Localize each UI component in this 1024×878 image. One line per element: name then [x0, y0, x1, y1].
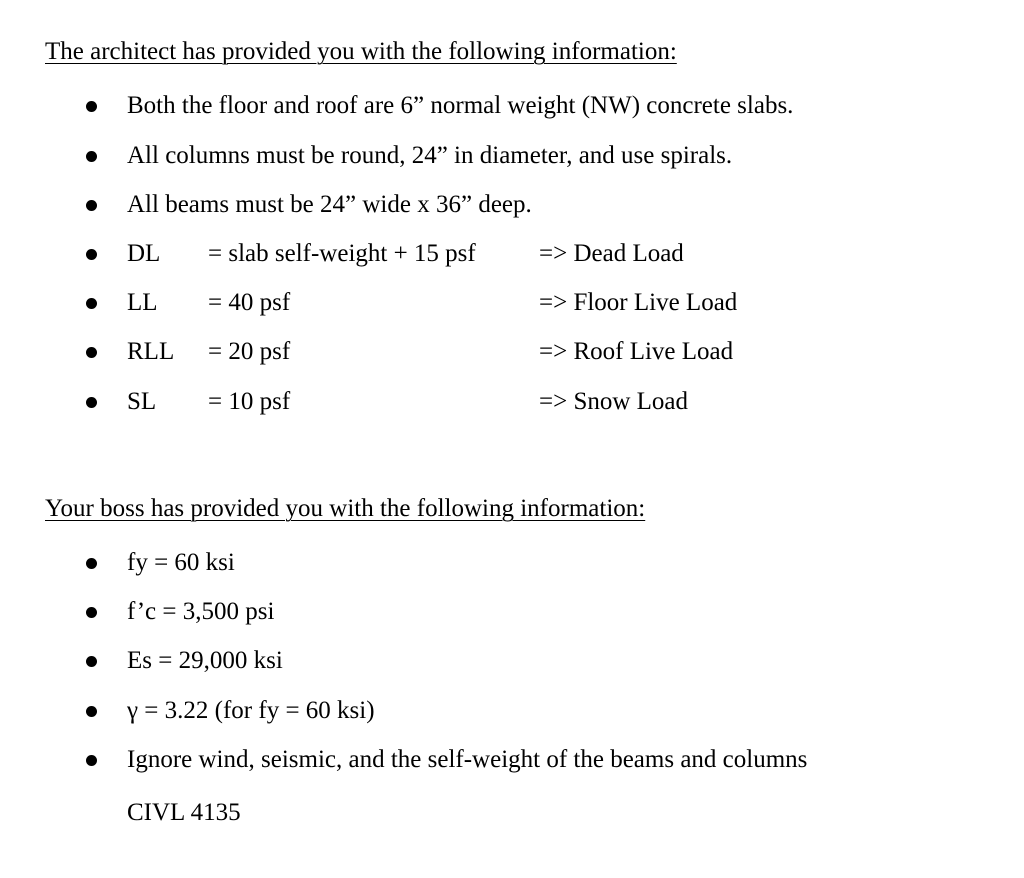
architect-section-heading: The architect has provided you with the following information:: [45, 38, 677, 65]
load-symbol: SL: [127, 388, 157, 415]
bullet-icon: [86, 706, 97, 717]
bullet-icon: [86, 298, 97, 309]
bullet-icon: [86, 347, 97, 358]
load-value: = 40 psf: [208, 289, 291, 316]
load-symbol: DL: [127, 240, 161, 267]
load-description: => Snow Load: [539, 388, 689, 415]
load-symbol: RLL: [127, 338, 175, 365]
bullet-icon: [86, 607, 97, 618]
list-item-text: All columns must be round, 24” in diameter, and use spirals.: [127, 142, 733, 169]
load-description: => Dead Load: [539, 240, 684, 267]
load-description: => Roof Live Load: [539, 338, 734, 365]
bullet-icon: [86, 200, 97, 211]
list-item-text: γ = 3.22 (for fy = 60 ksi): [127, 697, 375, 724]
bullet-icon: [86, 656, 97, 667]
load-value: = slab self-weight + 15 psf: [208, 240, 476, 267]
course-code: CIVL 4135: [127, 799, 241, 826]
list-item-text: Both the floor and roof are 6” normal weight (NW) concrete slabs.: [127, 92, 794, 119]
list-item-text: All beams must be 24” wide x 36” deep.: [127, 191, 532, 218]
bullet-icon: [86, 249, 97, 260]
bullet-icon: [86, 558, 97, 569]
load-symbol: LL: [127, 289, 158, 316]
list-item-text: Ignore wind, seismic, and the self-weight of the beams and columns: [127, 746, 808, 773]
list-item-text: f’c = 3,500 psi: [127, 598, 275, 625]
list-item-text: fy = 60 ksi: [127, 549, 235, 576]
bullet-icon: [86, 755, 97, 766]
load-value: = 20 psf: [208, 338, 291, 365]
boss-section-heading: Your boss has provided you with the following information:: [45, 495, 646, 522]
bullet-icon: [86, 397, 97, 408]
load-description: => Floor Live Load: [539, 289, 738, 316]
bullet-icon: [86, 151, 97, 162]
bullet-icon: [86, 101, 97, 112]
load-value: = 10 psf: [208, 388, 291, 415]
list-item-text: Es = 29,000 ksi: [127, 647, 283, 674]
